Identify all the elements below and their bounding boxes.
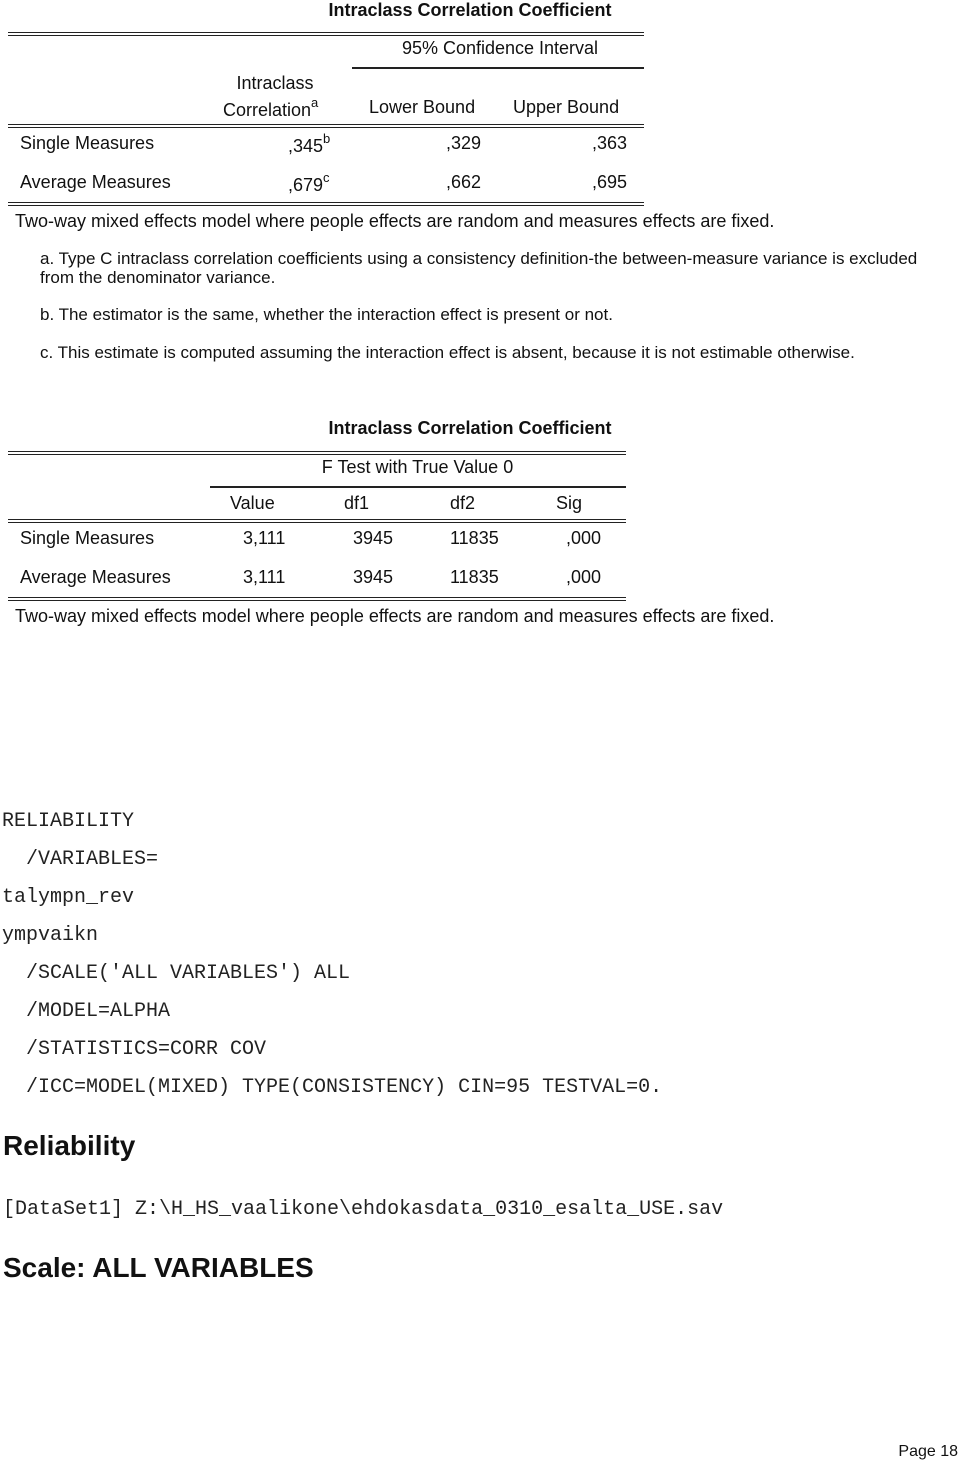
df1-value: 3945 <box>353 528 394 548</box>
heading-reliability: Reliability <box>3 1130 136 1161</box>
col-value: Value <box>230 493 275 513</box>
ci-header: 95% Confidence Interval <box>401 38 599 58</box>
f-test-header-rule <box>210 486 626 488</box>
df1-value: 3945 <box>353 567 394 587</box>
upper-value: ,363 <box>591 133 627 153</box>
df2-value: 11835 <box>450 567 499 587</box>
model-note: Two-way mixed effects model where people effects are random and measures effects are fixed. <box>15 606 775 626</box>
col-upper-bound: Upper Bound <box>513 97 620 117</box>
footnote-b: b. The estimator is the same, whether the interaction effect is present or not. <box>40 305 613 324</box>
syntax-line: talympn_rev <box>2 886 135 909</box>
lower-value: ,329 <box>445 133 481 153</box>
footnote-c: c. This estimate is computed assuming the interaction effect is absent, because it is not estimable otherwise. <box>40 343 855 362</box>
syntax-line: RELIABILITY <box>2 810 135 833</box>
table-bottom-rule <box>8 202 644 206</box>
row-label: Single Measures <box>20 133 155 153</box>
table-bottom-rule <box>8 597 626 601</box>
model-note: Two-way mixed effects model where people effects are random and measures effects are fixed. <box>15 211 775 231</box>
sig-value: ,000 <box>566 528 602 548</box>
col-icc-line1: Intraclass <box>236 73 314 93</box>
f-test-header: F Test with True Value 0 <box>321 457 514 477</box>
table-title: Intraclass Correlation Coefficient <box>328 0 612 20</box>
syntax-line: /SCALE('ALL VARIABLES') ALL <box>2 962 351 985</box>
upper-value: ,695 <box>591 172 627 192</box>
dataset-line: [DataSet1] Z:\H_HS_vaalikone\ehdokasdata_0310_esalta_USE.sav <box>3 1198 724 1221</box>
table-top-rule <box>8 451 626 455</box>
row-label: Single Measures <box>20 528 155 548</box>
header-rule <box>8 519 626 523</box>
syntax-line: /ICC=MODEL(MIXED) TYPE(CONSISTENCY) CIN=95 TESTVAL=0. <box>2 1076 663 1099</box>
df2-value: 11835 <box>450 528 499 548</box>
row-label: Average Measures <box>20 567 171 587</box>
sig-value: ,000 <box>566 567 602 587</box>
table-title: Intraclass Correlation Coefficient <box>328 418 612 438</box>
col-lower-bound: Lower Bound <box>369 97 476 117</box>
header-rule <box>8 124 644 128</box>
ci-header-rule <box>352 67 644 69</box>
f-value: 3,111 <box>243 528 286 548</box>
row-label: Average Measures <box>20 172 171 192</box>
col-df1: df1 <box>344 493 370 513</box>
syntax-line: /VARIABLES= <box>2 848 159 871</box>
heading-scale: Scale: ALL VARIABLES <box>3 1252 314 1283</box>
icc-value: ,679$^c$ <box>288 170 330 195</box>
col-icc-line2: Correlation$^a$ <box>223 95 319 120</box>
f-value: 3,111 <box>243 567 286 587</box>
col-sig: Sig <box>556 493 583 513</box>
table-top-rule <box>8 32 644 36</box>
icc-value: ,345$^b$ <box>288 131 331 156</box>
lower-value: ,662 <box>445 172 481 192</box>
syntax-line: /STATISTICS=CORR COV <box>2 1038 267 1061</box>
col-df2: df2 <box>450 493 476 513</box>
syntax-line: ympvaikn <box>2 924 99 947</box>
page-number: Page 18 <box>898 1443 958 1460</box>
footnote-a: a. Type C intraclass correlation coefficients using a consistency definition-the between-measure variance is excluded from the denominator variance. <box>40 249 918 287</box>
syntax-line: /MODEL=ALPHA <box>2 1000 171 1023</box>
